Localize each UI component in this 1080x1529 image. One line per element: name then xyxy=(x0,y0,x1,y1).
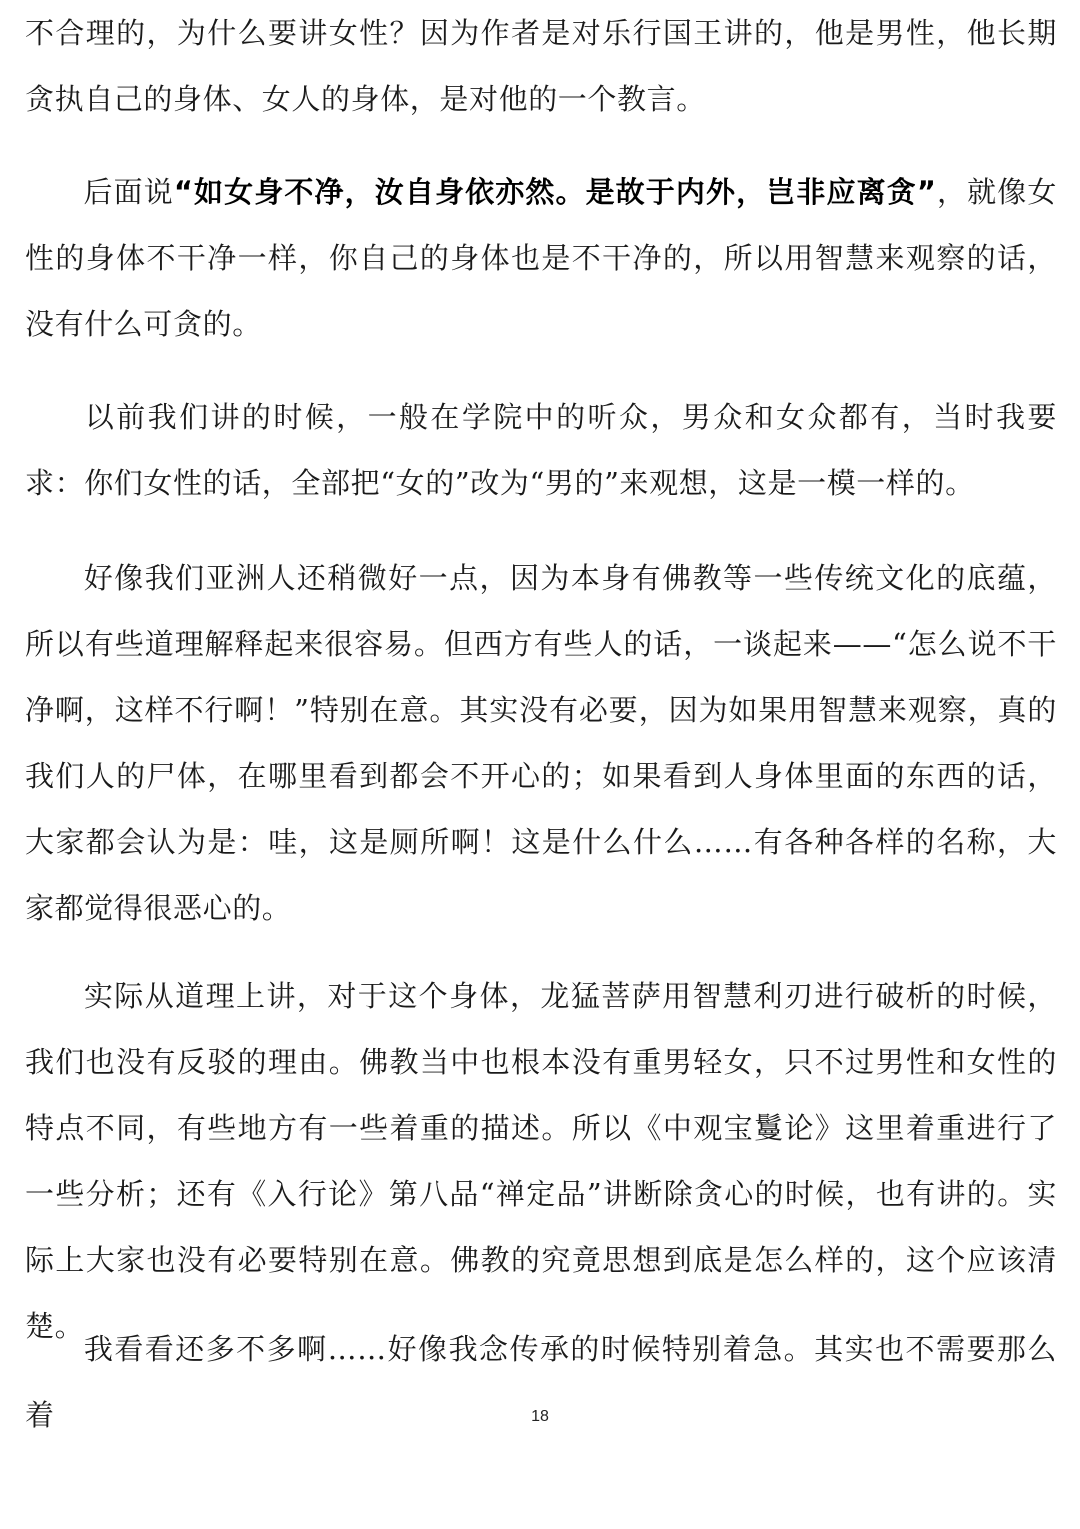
paragraph-3 xyxy=(25,384,1057,516)
paragraph-2-lead: 后面说 xyxy=(83,175,174,209)
paragraph-5-text: 实际从道理上讲，对于这个身体，龙猛菩萨用智慧利刃进行破析的时候，我们也没有反驳的理由。佛教当中也根本没有重男轻女，只不过男性和女性的特点不同，有些地方有一些着重的描述。所以《中观宝鬘论》这里着重进行了一些分析；还有《入行论》第八品“禅定品”讲断除贪心的时候，也有讲的。实际上大家也没有必要特别在意。佛教的究竟思想到底是怎么样的，这个应该清楚。 xyxy=(25,979,1057,1343)
paragraph-4 xyxy=(25,545,1057,941)
page-number: 18 xyxy=(531,1408,549,1425)
paragraph-1-text: 不合理的，为什么要讲女性？因为作者是对乐行国王讲的，他是男性，他长期贪执自己的身体、女人的身体，是对他的一个教言。 xyxy=(25,16,1057,116)
paragraph-6 xyxy=(25,1316,1057,1448)
paragraph-5 xyxy=(25,963,1057,1359)
paragraph-2-rest: ，就像女性的身体不干净一样，你自己的身体也是不干净的，所以用智慧来观察的话，没有什么可贪的。 xyxy=(25,175,1057,341)
paragraph-2 xyxy=(25,159,1057,357)
quoted-verse: “如女身不净，汝自身依亦然。是故于内外，岂非应离贪” xyxy=(173,175,937,209)
paragraph-6-text: 我看看还多不多啊……好像我念传承的时候特别着急。其实也不需要那么着 xyxy=(25,1332,1057,1432)
paragraph-1 xyxy=(25,0,1057,132)
paragraph-3-text: 以前我们讲的时候，一般在学院中的听众，男众和女众都有，当时我要求：你们女性的话，全部把“女的”改为“男的”来观想，这是一模一样的。 xyxy=(25,400,1057,500)
paragraph-4-text: 好像我们亚洲人还稍微好一点，因为本身有佛教等一些传统文化的底蕴，所以有些道理解释起来很容易。但西方有些人的话，一谈起来——“怎么说不干净啊，这样不行啊！”特别在意。其实没有必要，因为如果用智慧来观察，真的我们人的尸体，在哪里看到都会不开心的；如果看到人身体里面的东西的话，大家都会认为是：哇，这是厕所啊！这是什么什么……有各种各样的名称，大家都觉得很恶心的。 xyxy=(25,561,1057,925)
